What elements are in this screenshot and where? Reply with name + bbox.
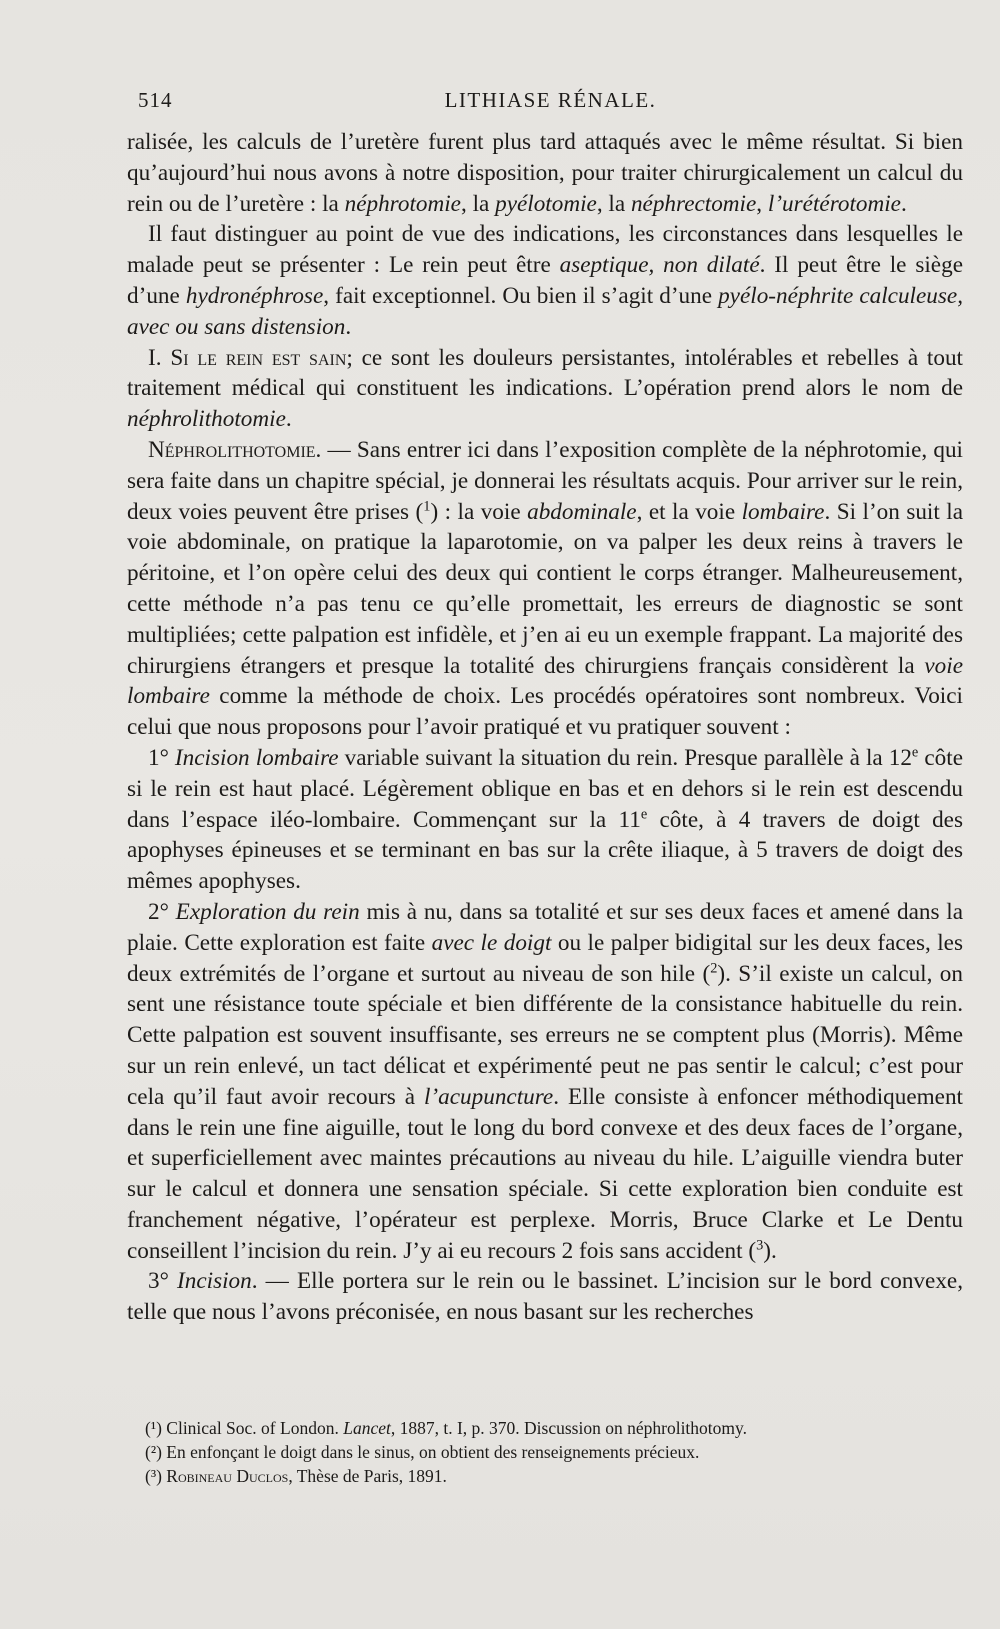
paragraph-4: Néphrolithotomie. — Sans entrer ici dans l’exposition complète de la néphrotomie, qui sera faite dans un chapitre spécial, je donnerai les résultats acquis. Pour arriver sur le rein, deux voies peuvent être prises ($^1$) : la voie abdominale, et la voie lombaire. Si l’on suit la voie abdominale, on pratique la laparotomie, on va palper les deux reins à travers le péritoine, et l’on opère celui des deux qui contient le corps étranger. Malheureusement, cette méthode n’a pas tenu ce qu’elle promettait, les erreurs de diagnostic se sont multipliées; cette palpation est infidèle, et j’en ai eu un exemple frappant. La majorité des chirurgiens étrangers et presque la totalité des chirurgiens français considèrent la voie lombaire comme la méthode de choix. Les procédés opératoires sont nombreux. Voici celui que nous proposons pour l’avoir pratiqué et vu pratiquer souvent : [127,436,964,741]
paragraph-6: 2° Exploration du rein mis à nu, dans sa totalité et sur ses deux faces et amené dans la plaie. Cette exploration est faite avec le doigt ou le palper bidigital sur les deux faces, les deux extrémités de l’organe et surtout au niveau de son hile ($^2$). S’il existe un calcul, on sent une résistance toute spéciale et bien différente de la consistance habituelle du rein. Cette palpation est souvent insuffisante, ses erreurs ne se comptent plus (Morris). Même sur un rein enlevé, un tact délicat et expérimenté peut ne pas sentir le calcul; c’est pour cela qu’il faut avoir recours à l’acupuncture. Elle consiste à enfoncer méthodiquement dans le rein une fine aiguille, tout le long du bord convexe et des deux faces de l’organe, et superficiellement avec maintes précautions au niveau du hile. L’aiguille viendra buter sur le calcul et donnera une sensation spéciale. Si cette exploration bien conduite est franchement négative, l’opérateur est perplexe. Morris, Bruce Clarke et Le Dentu conseillent l’incision du rein. J’y ai eu recours 2 fois sans accident ($^3$). [127,898,963,1264]
page-header [138,88,963,118]
paragraph-3: I. Si le rein est sain; ce sont les douleurs persistantes, intolérables et rebelles à tout traitement médical qui constituent les indications. L’opération prend alors le nom de néphrolithotomie. [127,344,964,433]
footnote-3: (³) Robineau Duclos, Thèse de Paris, 1891. [145,1466,447,1486]
paragraph-5: 1° Incision lombaire variable suivant la situation du rein. Presque parallèle à la 12e côte si le rein est haut placé. Légèrement oblique en bas et en dehors si le rein est descendu dans l’espace iléo-lombaire. Commençant sur la 11e côte, à 4 travers de doigt des apophyses épineuses et se terminant en bas sur la crête iliaque, à 5 travers de doigt des mêmes apophyses. [127,744,963,895]
footnote-1: (¹) Clinical Soc. of London. Lancet, 1887, t. I, p. 370. Discussion on néphrolithotomy. [145,1418,748,1438]
footnote-ref-2: 2 [710,959,718,976]
footnote-ref-1: 1 [423,497,431,514]
main-text [127,127,963,1328]
paragraph-7: 3° Incision. — Elle portera sur le rein ou le bassinet. L’incision sur le bord convexe, telle que nous l’avons préconisée, en nous basant sur les recherches [127,1268,963,1326]
running-head: LITHIASE RÉNALE. [444,88,657,112]
footnote-2: (²) En enfonçant le doigt dans le sinus, on obtient des renseignements précieux. [145,1442,700,1462]
paragraph-1: ralisée, les calculs de l’uretère furent plus tard attaqués avec le même résultat. Si bien qu’aujourd’hui nous avons à notre disposition, pour traiter chirurgicalement un calcul du rein ou de l’uretère : la néphrotomie, la pyélotomie, la néphrectomie, l’urétérotomie. [127,129,963,217]
footnote-ref-3: 3 [756,1236,764,1253]
paragraph-2: Il faut distinguer au point de vue des indications, les circonstances dans lesquelles le malade peut se présenter : Le rein peut être aseptique, non dilaté. Il peut être le siège d’une hydronéphrose, fait exceptionnel. Ou bien il s’agit d’une pyélo-néphrite calculeuse, avec ou sans distension. [127,221,963,340]
page-number: 514 [138,88,173,112]
section-heading: Néphrolithotomie. [148,436,322,463]
footnotes [145,1416,963,1488]
